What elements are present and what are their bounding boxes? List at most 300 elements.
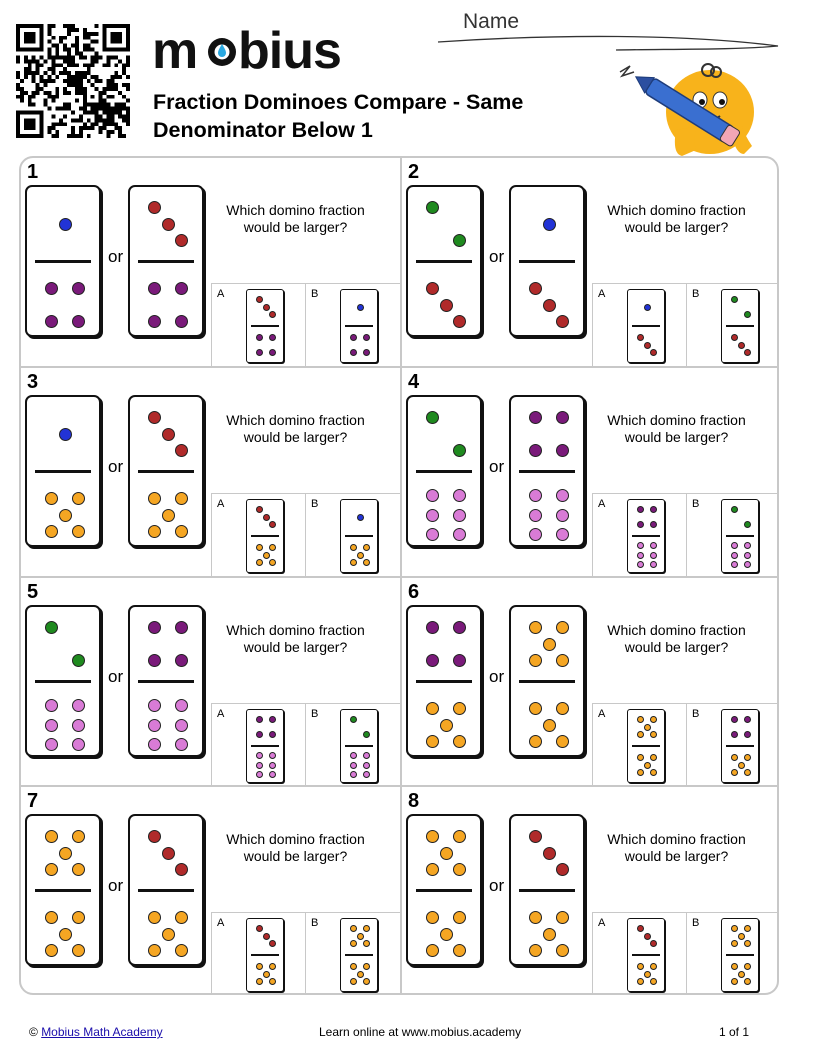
pip xyxy=(175,699,188,712)
pip xyxy=(453,944,466,957)
pip xyxy=(363,963,370,970)
pip xyxy=(637,754,644,761)
pip xyxy=(263,552,270,559)
pip xyxy=(175,282,188,295)
question-prompt: Which domino fraction would be larger? xyxy=(607,202,746,235)
pip xyxy=(148,699,161,712)
answer-option-a[interactable] xyxy=(592,913,686,995)
question-prompt: Which domino fraction would be larger? xyxy=(607,831,746,864)
pip xyxy=(453,702,466,715)
name-label: Name xyxy=(463,10,520,33)
pip xyxy=(556,654,569,667)
pip xyxy=(644,724,651,731)
pip xyxy=(269,940,276,947)
pip xyxy=(731,963,738,970)
option-a-label: A xyxy=(217,917,225,929)
option-b-label: B xyxy=(692,288,700,300)
pip xyxy=(556,702,569,715)
pip xyxy=(529,830,542,843)
domino-right xyxy=(509,395,585,547)
fraction-bar xyxy=(416,889,472,892)
pip xyxy=(269,559,276,566)
pip xyxy=(637,716,644,723)
pip xyxy=(59,218,72,231)
footer-page-number: 1 of 1 xyxy=(719,1025,750,1039)
pip xyxy=(72,863,85,876)
pip xyxy=(45,282,58,295)
option-b-domino xyxy=(340,918,378,992)
pip xyxy=(175,525,188,538)
pip xyxy=(162,928,175,941)
pip xyxy=(738,762,745,769)
pip xyxy=(256,762,263,769)
pip xyxy=(269,752,276,759)
pip xyxy=(556,863,569,876)
option-b-label: B xyxy=(311,498,319,510)
question-cell xyxy=(21,158,400,366)
pip xyxy=(256,544,263,551)
pip xyxy=(731,716,738,723)
pip xyxy=(744,349,751,356)
question-prompt: Which domino fraction would be larger? xyxy=(607,412,746,445)
fraction-bar xyxy=(138,470,194,473)
pip xyxy=(269,716,276,723)
pip xyxy=(175,719,188,732)
pip xyxy=(263,514,270,521)
answer-option-a[interactable] xyxy=(211,913,305,995)
pip xyxy=(72,654,85,667)
pip xyxy=(363,752,370,759)
pip xyxy=(543,847,556,860)
pip xyxy=(637,552,644,559)
footer-copyright xyxy=(29,1025,163,1039)
pip xyxy=(529,944,542,957)
option-a-domino xyxy=(627,709,665,783)
fraction-bar xyxy=(251,745,279,747)
pip xyxy=(556,621,569,634)
pip xyxy=(650,542,657,549)
pip xyxy=(72,699,85,712)
pip xyxy=(731,940,738,947)
mobius-logo xyxy=(152,22,357,77)
question-number: 1 xyxy=(27,161,39,183)
pip xyxy=(256,559,263,566)
fraction-bar xyxy=(726,325,754,327)
domino-left xyxy=(406,814,482,966)
option-b-label: B xyxy=(311,708,319,720)
pip xyxy=(175,738,188,751)
pip xyxy=(556,944,569,957)
pip xyxy=(637,521,644,528)
pip xyxy=(426,411,439,424)
fraction-bar xyxy=(632,325,660,327)
pip xyxy=(744,311,751,318)
pip xyxy=(426,528,439,541)
pip xyxy=(256,349,263,356)
question-cell xyxy=(21,578,400,786)
fraction-bar xyxy=(345,745,373,747)
question-cell xyxy=(402,578,779,786)
pip xyxy=(453,315,466,328)
pip xyxy=(162,509,175,522)
pip xyxy=(637,561,644,568)
domino-left xyxy=(25,814,101,966)
pip xyxy=(637,506,644,513)
pip xyxy=(162,428,175,441)
pip xyxy=(644,971,651,978)
pip xyxy=(256,716,263,723)
pip xyxy=(363,559,370,566)
answer-option-b[interactable] xyxy=(305,284,399,366)
pip xyxy=(738,342,745,349)
pip xyxy=(650,754,657,761)
fraction-bar xyxy=(726,745,754,747)
option-a-label: A xyxy=(598,288,606,300)
mascot-illustration xyxy=(612,50,762,158)
pip xyxy=(72,525,85,538)
question-prompt: Which domino fraction would be larger? xyxy=(607,622,746,655)
fraction-bar xyxy=(138,680,194,683)
pip xyxy=(453,735,466,748)
question-cell xyxy=(402,368,779,576)
question-prompt: Which domino fraction would be larger? xyxy=(226,202,365,235)
pip xyxy=(269,349,276,356)
pip xyxy=(175,911,188,924)
question-cell xyxy=(21,368,400,576)
pip xyxy=(175,492,188,505)
pip xyxy=(350,349,357,356)
pip xyxy=(59,928,72,941)
pip xyxy=(148,654,161,667)
pip xyxy=(426,282,439,295)
pip xyxy=(175,863,188,876)
pip xyxy=(256,731,263,738)
pip xyxy=(72,315,85,328)
pip xyxy=(72,944,85,957)
pip xyxy=(744,716,751,723)
pip xyxy=(650,978,657,985)
answer-option-a[interactable] xyxy=(211,704,305,786)
answer-option-b[interactable] xyxy=(686,494,779,576)
pip xyxy=(731,334,738,341)
pip xyxy=(644,304,651,311)
answer-option-a[interactable] xyxy=(211,494,305,576)
question-number: 8 xyxy=(408,790,420,812)
pip xyxy=(148,315,161,328)
pip xyxy=(637,542,644,549)
pip xyxy=(440,847,453,860)
pip xyxy=(529,282,542,295)
answer-options xyxy=(592,493,779,576)
fraction-bar xyxy=(251,954,279,956)
pip xyxy=(744,561,751,568)
pip xyxy=(72,282,85,295)
pip xyxy=(357,971,364,978)
answer-option-a[interactable] xyxy=(592,494,686,576)
pip xyxy=(148,830,161,843)
fraction-bar xyxy=(726,535,754,537)
fraction-bar xyxy=(35,680,91,683)
pip xyxy=(744,940,751,947)
pip xyxy=(453,528,466,541)
pip xyxy=(453,911,466,924)
or-label: or xyxy=(489,876,505,895)
pip xyxy=(650,769,657,776)
pip xyxy=(350,963,357,970)
pip xyxy=(72,738,85,751)
pip xyxy=(357,552,364,559)
option-a-domino xyxy=(246,918,284,992)
pip xyxy=(731,561,738,568)
fraction-bar xyxy=(632,954,660,956)
question-number: 2 xyxy=(408,161,420,183)
pip xyxy=(426,489,439,502)
pip xyxy=(637,334,644,341)
answer-option-a[interactable] xyxy=(592,704,686,786)
pip xyxy=(59,428,72,441)
question-number: 6 xyxy=(408,581,420,603)
svg-text:m: m xyxy=(152,22,198,77)
pip xyxy=(263,933,270,940)
pip xyxy=(650,940,657,947)
answer-option-b[interactable] xyxy=(686,913,779,995)
pip xyxy=(269,311,276,318)
pip xyxy=(650,963,657,970)
pip xyxy=(744,769,751,776)
question-prompt: Which domino fraction would be larger? xyxy=(226,831,365,864)
option-a-label: A xyxy=(217,498,225,510)
fraction-bar xyxy=(519,470,575,473)
pip xyxy=(363,762,370,769)
domino-right xyxy=(128,814,204,966)
pip xyxy=(426,201,439,214)
option-b-domino xyxy=(721,918,759,992)
fraction-bar xyxy=(35,470,91,473)
pip xyxy=(744,731,751,738)
pip xyxy=(269,762,276,769)
or-label: or xyxy=(108,457,124,476)
pip xyxy=(45,699,58,712)
pip xyxy=(453,654,466,667)
pip xyxy=(556,411,569,424)
pip xyxy=(45,315,58,328)
pip xyxy=(644,933,651,940)
worksheet-grid xyxy=(19,156,779,995)
pip xyxy=(175,944,188,957)
answer-options xyxy=(592,703,779,786)
pip xyxy=(529,735,542,748)
pip xyxy=(440,299,453,312)
pip xyxy=(650,521,657,528)
pip xyxy=(744,542,751,549)
pip xyxy=(529,444,542,457)
pip xyxy=(263,971,270,978)
pip xyxy=(269,771,276,778)
pip xyxy=(650,349,657,356)
pip xyxy=(357,304,364,311)
domino-right xyxy=(509,185,585,337)
pip xyxy=(363,925,370,932)
pip xyxy=(350,752,357,759)
pip xyxy=(175,234,188,247)
pip xyxy=(731,769,738,776)
fraction-bar xyxy=(519,889,575,892)
answer-option-b[interactable] xyxy=(305,704,399,786)
or-label: or xyxy=(489,667,505,686)
domino-left xyxy=(406,185,482,337)
pip xyxy=(738,933,745,940)
domino-right xyxy=(128,605,204,757)
pip xyxy=(556,444,569,457)
pip xyxy=(529,411,542,424)
pip xyxy=(45,621,58,634)
fraction-bar xyxy=(251,535,279,537)
pip xyxy=(263,304,270,311)
or-label: or xyxy=(489,247,505,266)
answer-option-b[interactable] xyxy=(305,913,399,995)
pip xyxy=(350,762,357,769)
pip xyxy=(426,830,439,843)
domino-left xyxy=(406,605,482,757)
domino-right xyxy=(509,605,585,757)
pip xyxy=(256,334,263,341)
answer-option-b[interactable] xyxy=(686,284,779,366)
question-number: 3 xyxy=(27,371,39,393)
pip xyxy=(350,334,357,341)
pip xyxy=(175,444,188,457)
pip xyxy=(426,735,439,748)
fraction-bar xyxy=(632,535,660,537)
pip xyxy=(731,552,738,559)
pip xyxy=(45,525,58,538)
pip xyxy=(731,296,738,303)
answer-options xyxy=(211,912,400,995)
fraction-bar xyxy=(726,954,754,956)
fraction-bar xyxy=(138,889,194,892)
answer-options xyxy=(211,493,400,576)
fraction-bar xyxy=(138,260,194,263)
pip xyxy=(426,863,439,876)
pip xyxy=(453,234,466,247)
title-line-1: Fraction Dominoes Compare - Same xyxy=(153,90,524,114)
pip xyxy=(148,282,161,295)
pip xyxy=(148,525,161,538)
pip xyxy=(363,731,370,738)
pip xyxy=(256,925,263,932)
pip xyxy=(650,716,657,723)
option-a-label: A xyxy=(598,498,606,510)
answer-options xyxy=(592,283,779,366)
answer-option-b[interactable] xyxy=(686,704,779,786)
question-cell xyxy=(402,158,779,366)
fraction-bar xyxy=(416,260,472,263)
option-a-domino xyxy=(246,709,284,783)
option-a-label: A xyxy=(217,288,225,300)
pip xyxy=(175,654,188,667)
option-b-label: B xyxy=(311,917,319,929)
pip xyxy=(357,514,364,521)
question-prompt: Which domino fraction would be larger? xyxy=(226,622,365,655)
pip xyxy=(529,911,542,924)
pip xyxy=(744,754,751,761)
pip xyxy=(744,925,751,932)
pip xyxy=(72,830,85,843)
domino-right xyxy=(128,185,204,337)
pip xyxy=(453,444,466,457)
pip xyxy=(148,911,161,924)
question-number: 7 xyxy=(27,790,39,812)
pip xyxy=(363,349,370,356)
domino-right xyxy=(128,395,204,547)
pip xyxy=(162,847,175,860)
pip xyxy=(556,489,569,502)
answer-option-a[interactable] xyxy=(211,284,305,366)
pip xyxy=(269,731,276,738)
pip xyxy=(256,771,263,778)
answer-option-a[interactable] xyxy=(592,284,686,366)
pip xyxy=(256,506,263,513)
pip xyxy=(269,978,276,985)
or-label: or xyxy=(489,457,505,476)
option-b-domino xyxy=(340,289,378,363)
pip xyxy=(543,299,556,312)
pip xyxy=(350,771,357,778)
option-b-label: B xyxy=(692,708,700,720)
answer-options xyxy=(211,703,400,786)
pip xyxy=(650,552,657,559)
pip xyxy=(556,509,569,522)
pip xyxy=(45,830,58,843)
footer-academy-link[interactable]: Mobius Math Academy xyxy=(41,1025,163,1039)
pip xyxy=(744,552,751,559)
pip xyxy=(363,940,370,947)
question-cell xyxy=(402,787,779,995)
pip xyxy=(744,963,751,970)
answer-option-b[interactable] xyxy=(305,494,399,576)
fraction-bar xyxy=(345,325,373,327)
pip xyxy=(175,315,188,328)
pip xyxy=(269,521,276,528)
or-label: or xyxy=(108,667,124,686)
pip xyxy=(59,509,72,522)
option-b-label: B xyxy=(692,498,700,510)
pip xyxy=(148,944,161,957)
option-b-label: B xyxy=(692,917,700,929)
pip xyxy=(529,654,542,667)
qr-code xyxy=(16,24,130,138)
pip xyxy=(731,978,738,985)
option-a-domino xyxy=(627,918,665,992)
pip xyxy=(731,754,738,761)
pip xyxy=(543,928,556,941)
pip xyxy=(529,509,542,522)
pip xyxy=(426,654,439,667)
pip xyxy=(175,621,188,634)
option-b-label: B xyxy=(311,288,319,300)
fraction-bar xyxy=(345,535,373,537)
pip xyxy=(644,762,651,769)
pip xyxy=(731,731,738,738)
pip xyxy=(731,925,738,932)
pip xyxy=(637,925,644,932)
domino-left xyxy=(25,605,101,757)
pip xyxy=(453,863,466,876)
option-a-domino xyxy=(246,499,284,573)
pip xyxy=(72,492,85,505)
pip xyxy=(256,963,263,970)
fraction-bar xyxy=(35,889,91,892)
option-a-domino xyxy=(627,289,665,363)
